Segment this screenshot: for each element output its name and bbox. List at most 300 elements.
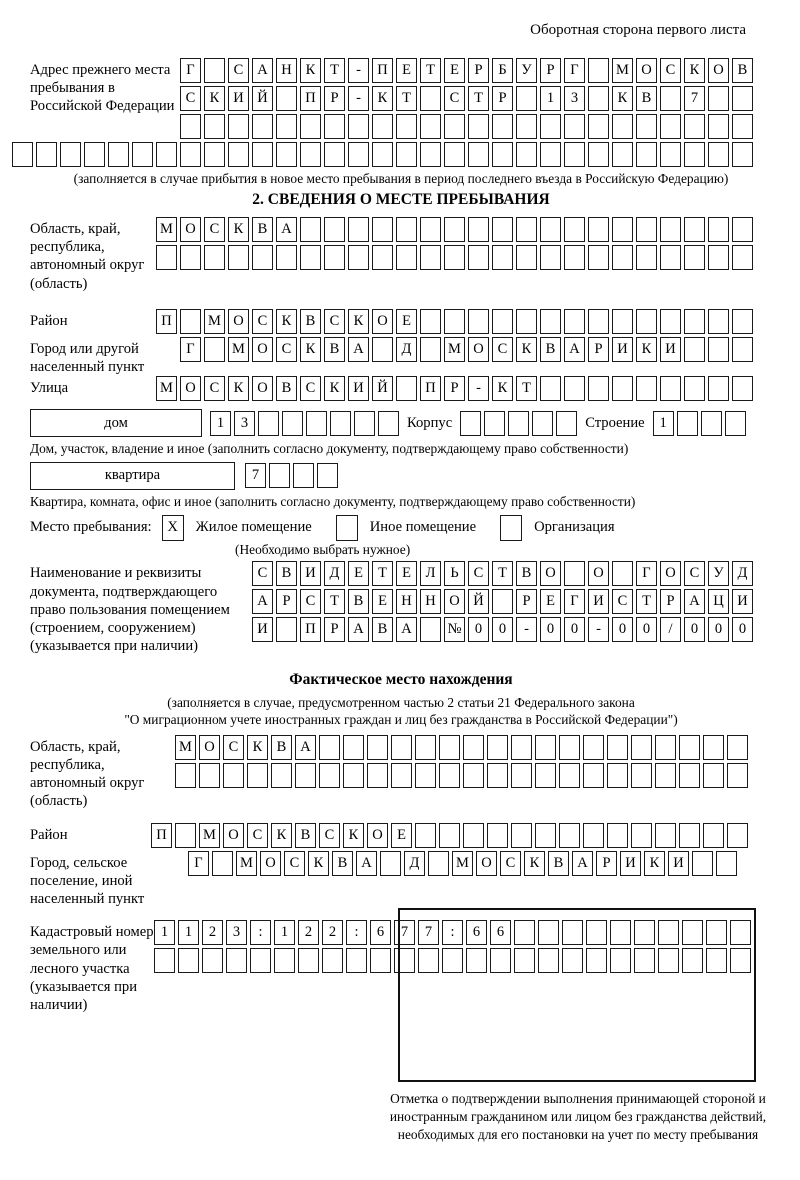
char-cell[interactable]: Т — [324, 58, 345, 83]
char-cell[interactable] — [343, 735, 364, 760]
char-cell[interactable] — [732, 142, 753, 167]
char-cell[interactable] — [487, 763, 508, 788]
char-cell[interactable]: К — [492, 376, 513, 401]
char-cell[interactable]: - — [516, 617, 537, 642]
char-cell[interactable] — [396, 142, 417, 167]
char-cell[interactable] — [370, 948, 391, 973]
char-cell[interactable] — [258, 411, 279, 436]
char-cell[interactable]: Р — [276, 589, 297, 614]
char-cell[interactable]: О — [180, 376, 201, 401]
char-cell[interactable]: И — [620, 851, 641, 876]
char-cell[interactable] — [228, 114, 249, 139]
char-cell[interactable]: Т — [324, 589, 345, 614]
char-cell[interactable] — [631, 735, 652, 760]
char-cell[interactable]: 1 — [653, 411, 674, 436]
char-cell[interactable] — [532, 411, 553, 436]
char-cell[interactable]: 3 — [234, 411, 255, 436]
char-cell[interactable]: № — [444, 617, 465, 642]
char-cell[interactable]: О — [252, 337, 273, 362]
char-cell[interactable] — [708, 309, 729, 334]
char-cell[interactable]: Ь — [444, 561, 465, 586]
char-cell[interactable] — [556, 411, 577, 436]
char-cell[interactable] — [655, 823, 676, 848]
char-cell[interactable] — [420, 337, 441, 362]
char-cell[interactable] — [343, 763, 364, 788]
char-cell[interactable]: О — [708, 58, 729, 83]
char-cell[interactable]: Т — [492, 561, 513, 586]
char-cell[interactable]: 0 — [684, 617, 705, 642]
char-cell[interactable] — [660, 142, 681, 167]
char-cell[interactable]: К — [308, 851, 329, 876]
char-cell[interactable] — [276, 114, 297, 139]
char-cell[interactable]: С — [324, 309, 345, 334]
char-cell[interactable] — [564, 245, 585, 270]
char-cell[interactable] — [372, 142, 393, 167]
char-cell[interactable] — [319, 735, 340, 760]
char-cell[interactable] — [631, 763, 652, 788]
char-cell[interactable] — [535, 823, 556, 848]
char-cell[interactable] — [540, 376, 561, 401]
char-cell[interactable] — [677, 411, 698, 436]
char-cell[interactable] — [300, 217, 321, 242]
char-cell[interactable] — [428, 851, 449, 876]
char-cell[interactable]: Д — [396, 337, 417, 362]
char-cell[interactable]: И — [668, 851, 689, 876]
char-cell[interactable] — [540, 114, 561, 139]
char-cell[interactable]: К — [271, 823, 292, 848]
char-cell[interactable]: К — [524, 851, 545, 876]
char-cell[interactable] — [212, 851, 233, 876]
char-cell[interactable]: И — [300, 561, 321, 586]
char-cell[interactable] — [511, 735, 532, 760]
char-cell[interactable]: К — [204, 86, 225, 111]
char-cell[interactable] — [612, 114, 633, 139]
char-cell[interactable] — [484, 411, 505, 436]
char-cell[interactable]: К — [636, 337, 657, 362]
char-cell[interactable] — [516, 86, 537, 111]
char-cell[interactable]: 0 — [540, 617, 561, 642]
char-cell[interactable]: Е — [396, 58, 417, 83]
char-cell[interactable] — [463, 763, 484, 788]
char-cell[interactable] — [660, 217, 681, 242]
char-cell[interactable]: М — [156, 217, 177, 242]
char-cell[interactable]: А — [252, 589, 273, 614]
char-cell[interactable] — [508, 411, 529, 436]
char-cell[interactable] — [636, 142, 657, 167]
char-cell[interactable]: С — [252, 309, 273, 334]
char-cell[interactable] — [367, 763, 388, 788]
char-cell[interactable] — [727, 763, 748, 788]
char-cell[interactable] — [535, 763, 556, 788]
char-cell[interactable] — [660, 86, 681, 111]
char-cell[interactable] — [636, 114, 657, 139]
char-cell[interactable] — [492, 589, 513, 614]
char-cell[interactable]: 6 — [370, 920, 391, 945]
char-cell[interactable]: 0 — [612, 617, 633, 642]
char-cell[interactable] — [250, 948, 271, 973]
char-cell[interactable] — [252, 142, 273, 167]
char-cell[interactable] — [324, 114, 345, 139]
char-cell[interactable]: М — [452, 851, 473, 876]
char-cell[interactable]: А — [684, 589, 705, 614]
char-cell[interactable] — [348, 245, 369, 270]
char-cell[interactable]: 2 — [202, 920, 223, 945]
char-cell[interactable] — [559, 823, 580, 848]
char-cell[interactable] — [274, 948, 295, 973]
char-cell[interactable]: 1 — [154, 920, 175, 945]
char-cell[interactable]: К — [228, 217, 249, 242]
char-cell[interactable] — [396, 245, 417, 270]
char-cell[interactable]: П — [151, 823, 172, 848]
char-cell[interactable] — [282, 411, 303, 436]
char-cell[interactable] — [516, 245, 537, 270]
char-cell[interactable] — [415, 763, 436, 788]
char-cell[interactable] — [444, 309, 465, 334]
char-cell[interactable] — [324, 245, 345, 270]
char-cell[interactable]: И — [228, 86, 249, 111]
char-cell[interactable]: К — [228, 376, 249, 401]
char-cell[interactable] — [354, 411, 375, 436]
char-cell[interactable] — [679, 823, 700, 848]
char-cell[interactable] — [660, 245, 681, 270]
char-cell[interactable] — [468, 309, 489, 334]
char-cell[interactable] — [271, 763, 292, 788]
char-cell[interactable]: С — [444, 86, 465, 111]
char-cell[interactable]: К — [324, 376, 345, 401]
char-cell[interactable] — [588, 58, 609, 83]
char-cell[interactable] — [463, 823, 484, 848]
char-cell[interactable] — [612, 309, 633, 334]
char-cell[interactable]: О — [444, 589, 465, 614]
char-cell[interactable] — [156, 245, 177, 270]
char-cell[interactable]: С — [300, 376, 321, 401]
char-cell[interactable]: : — [250, 920, 271, 945]
char-cell[interactable] — [228, 142, 249, 167]
char-cell[interactable] — [226, 948, 247, 973]
char-cell[interactable]: В — [271, 735, 292, 760]
char-cell[interactable]: Е — [396, 309, 417, 334]
char-cell[interactable] — [180, 114, 201, 139]
char-cell[interactable]: 0 — [708, 617, 729, 642]
char-cell[interactable]: В — [540, 337, 561, 362]
char-cell[interactable]: Р — [516, 589, 537, 614]
char-cell[interactable] — [460, 411, 481, 436]
char-cell[interactable]: Д — [732, 561, 753, 586]
char-cell[interactable]: А — [276, 217, 297, 242]
char-cell[interactable]: Т — [636, 589, 657, 614]
char-cell[interactable] — [420, 86, 441, 111]
char-cell[interactable]: 6 — [490, 920, 511, 945]
char-cell[interactable] — [300, 142, 321, 167]
char-cell[interactable] — [684, 245, 705, 270]
char-cell[interactable] — [660, 376, 681, 401]
char-cell[interactable] — [708, 114, 729, 139]
char-cell[interactable]: / — [660, 617, 681, 642]
char-cell[interactable]: Ц — [708, 589, 729, 614]
char-cell[interactable] — [84, 142, 105, 167]
char-cell[interactable]: А — [572, 851, 593, 876]
char-cell[interactable] — [492, 309, 513, 334]
char-cell[interactable]: Н — [420, 589, 441, 614]
char-cell[interactable] — [564, 142, 585, 167]
char-cell[interactable] — [154, 948, 175, 973]
char-cell[interactable]: М — [236, 851, 257, 876]
char-cell[interactable] — [679, 763, 700, 788]
char-cell[interactable] — [708, 376, 729, 401]
char-cell[interactable] — [372, 114, 393, 139]
char-cell[interactable] — [732, 245, 753, 270]
char-cell[interactable]: А — [356, 851, 377, 876]
char-cell[interactable] — [415, 823, 436, 848]
char-cell[interactable]: И — [660, 337, 681, 362]
char-cell[interactable]: А — [252, 58, 273, 83]
char-cell[interactable] — [439, 823, 460, 848]
char-cell[interactable] — [276, 617, 297, 642]
char-cell[interactable] — [516, 217, 537, 242]
char-cell[interactable]: К — [247, 735, 268, 760]
char-cell[interactable]: Й — [252, 86, 273, 111]
char-cell[interactable] — [378, 411, 399, 436]
char-cell[interactable] — [492, 142, 513, 167]
char-cell[interactable] — [612, 217, 633, 242]
char-cell[interactable]: О — [588, 561, 609, 586]
char-cell[interactable]: Г — [180, 58, 201, 83]
char-cell[interactable] — [420, 617, 441, 642]
char-cell[interactable] — [540, 142, 561, 167]
char-cell[interactable]: И — [588, 589, 609, 614]
char-cell[interactable]: 6 — [466, 920, 487, 945]
char-cell[interactable]: Е — [391, 823, 412, 848]
char-cell[interactable] — [612, 142, 633, 167]
char-cell[interactable] — [367, 735, 388, 760]
char-cell[interactable] — [420, 217, 441, 242]
char-cell[interactable]: Т — [468, 86, 489, 111]
char-cell[interactable] — [559, 735, 580, 760]
char-cell[interactable] — [492, 114, 513, 139]
char-cell[interactable]: Г — [180, 337, 201, 362]
char-cell[interactable] — [612, 376, 633, 401]
char-cell[interactable] — [348, 114, 369, 139]
char-cell[interactable] — [492, 245, 513, 270]
char-cell[interactable]: 1 — [274, 920, 295, 945]
char-cell[interactable] — [708, 217, 729, 242]
char-cell[interactable] — [391, 763, 412, 788]
char-cell[interactable] — [708, 337, 729, 362]
char-cell[interactable]: В — [332, 851, 353, 876]
char-cell[interactable]: Е — [372, 589, 393, 614]
char-cell[interactable]: С — [252, 561, 273, 586]
char-cell[interactable]: В — [252, 217, 273, 242]
char-cell[interactable]: : — [442, 920, 463, 945]
char-cell[interactable]: С — [500, 851, 521, 876]
char-cell[interactable]: Л — [420, 561, 441, 586]
char-cell[interactable] — [588, 114, 609, 139]
char-cell[interactable] — [108, 142, 129, 167]
char-cell[interactable] — [692, 851, 713, 876]
char-cell[interactable] — [708, 142, 729, 167]
char-cell[interactable] — [516, 114, 537, 139]
char-cell[interactable] — [204, 337, 225, 362]
char-cell[interactable]: С — [204, 376, 225, 401]
checkbox-residential[interactable]: X — [162, 515, 184, 541]
char-cell[interactable] — [487, 823, 508, 848]
char-cell[interactable]: С — [468, 561, 489, 586]
char-cell[interactable] — [293, 463, 314, 488]
char-cell[interactable] — [631, 823, 652, 848]
char-cell[interactable]: С — [319, 823, 340, 848]
char-cell[interactable]: 0 — [492, 617, 513, 642]
char-cell[interactable] — [684, 217, 705, 242]
char-cell[interactable]: И — [612, 337, 633, 362]
char-cell[interactable] — [180, 142, 201, 167]
char-cell[interactable] — [444, 217, 465, 242]
char-cell[interactable]: В — [276, 561, 297, 586]
char-cell[interactable] — [655, 763, 676, 788]
char-cell[interactable] — [732, 309, 753, 334]
char-cell[interactable] — [306, 411, 327, 436]
char-cell[interactable] — [708, 245, 729, 270]
char-cell[interactable] — [588, 376, 609, 401]
checkbox-organization[interactable] — [500, 515, 522, 541]
char-cell[interactable] — [324, 217, 345, 242]
char-cell[interactable]: 2 — [322, 920, 343, 945]
char-cell[interactable] — [36, 142, 57, 167]
char-cell[interactable] — [420, 114, 441, 139]
char-cell[interactable]: Г — [636, 561, 657, 586]
char-cell[interactable] — [156, 142, 177, 167]
char-cell[interactable]: С — [204, 217, 225, 242]
char-cell[interactable]: Р — [660, 589, 681, 614]
char-cell[interactable]: У — [708, 561, 729, 586]
char-cell[interactable]: Т — [516, 376, 537, 401]
char-cell[interactable]: 0 — [564, 617, 585, 642]
char-cell[interactable]: В — [276, 376, 297, 401]
char-cell[interactable]: С — [228, 58, 249, 83]
char-cell[interactable]: 7 — [684, 86, 705, 111]
char-cell[interactable] — [684, 376, 705, 401]
char-cell[interactable] — [540, 245, 561, 270]
char-cell[interactable] — [540, 309, 561, 334]
char-cell[interactable] — [684, 114, 705, 139]
char-cell[interactable] — [269, 463, 290, 488]
char-cell[interactable]: П — [300, 86, 321, 111]
char-cell[interactable]: Д — [324, 561, 345, 586]
char-cell[interactable]: - — [348, 58, 369, 83]
char-cell[interactable]: 3 — [564, 86, 585, 111]
char-cell[interactable]: Е — [540, 589, 561, 614]
char-cell[interactable]: С — [660, 58, 681, 83]
char-cell[interactable] — [204, 245, 225, 270]
char-cell[interactable]: О — [367, 823, 388, 848]
char-cell[interactable]: 2 — [298, 920, 319, 945]
char-cell[interactable]: В — [324, 337, 345, 362]
char-cell[interactable]: С — [492, 337, 513, 362]
char-cell[interactable]: А — [348, 617, 369, 642]
char-cell[interactable]: Г — [564, 589, 585, 614]
char-cell[interactable] — [444, 142, 465, 167]
char-cell[interactable] — [588, 245, 609, 270]
char-cell[interactable] — [180, 245, 201, 270]
char-cell[interactable] — [660, 114, 681, 139]
char-cell[interactable]: Н — [276, 58, 297, 83]
char-cell[interactable] — [564, 376, 585, 401]
char-cell[interactable]: О — [372, 309, 393, 334]
char-cell[interactable] — [346, 948, 367, 973]
char-cell[interactable] — [607, 823, 628, 848]
char-cell[interactable]: Р — [468, 58, 489, 83]
char-cell[interactable] — [415, 735, 436, 760]
char-cell[interactable]: О — [228, 309, 249, 334]
char-cell[interactable]: С — [180, 86, 201, 111]
char-cell[interactable] — [588, 217, 609, 242]
char-cell[interactable]: Е — [444, 58, 465, 83]
char-cell[interactable] — [564, 114, 585, 139]
char-cell[interactable] — [444, 114, 465, 139]
char-cell[interactable] — [322, 948, 343, 973]
char-cell[interactable]: С — [223, 735, 244, 760]
char-cell[interactable] — [204, 114, 225, 139]
char-cell[interactable] — [468, 245, 489, 270]
char-cell[interactable] — [564, 309, 585, 334]
char-cell[interactable]: М — [199, 823, 220, 848]
char-cell[interactable] — [660, 309, 681, 334]
char-cell[interactable] — [204, 58, 225, 83]
char-cell[interactable]: Р — [492, 86, 513, 111]
char-cell[interactable] — [396, 114, 417, 139]
char-cell[interactable] — [252, 245, 273, 270]
char-cell[interactable]: 7 — [245, 463, 266, 488]
char-cell[interactable] — [679, 735, 700, 760]
char-cell[interactable] — [655, 735, 676, 760]
char-cell[interactable]: К — [644, 851, 665, 876]
char-cell[interactable]: В — [636, 86, 657, 111]
char-cell[interactable] — [588, 142, 609, 167]
char-cell[interactable]: Т — [372, 561, 393, 586]
char-cell[interactable] — [295, 763, 316, 788]
char-cell[interactable]: Н — [396, 589, 417, 614]
char-cell[interactable] — [607, 763, 628, 788]
char-cell[interactable] — [468, 217, 489, 242]
char-cell[interactable]: О — [252, 376, 273, 401]
char-cell[interactable]: С — [684, 561, 705, 586]
char-cell[interactable] — [636, 376, 657, 401]
char-cell[interactable] — [703, 763, 724, 788]
char-cell[interactable] — [298, 948, 319, 973]
char-cell[interactable] — [732, 376, 753, 401]
char-cell[interactable] — [380, 851, 401, 876]
char-cell[interactable]: О — [476, 851, 497, 876]
char-cell[interactable]: М — [444, 337, 465, 362]
char-cell[interactable]: С — [247, 823, 268, 848]
char-cell[interactable] — [636, 217, 657, 242]
char-cell[interactable] — [300, 245, 321, 270]
char-cell[interactable]: С — [300, 589, 321, 614]
char-cell[interactable] — [732, 217, 753, 242]
char-cell[interactable]: П — [420, 376, 441, 401]
char-cell[interactable] — [420, 245, 441, 270]
char-cell[interactable] — [178, 948, 199, 973]
char-cell[interactable] — [348, 142, 369, 167]
char-cell[interactable]: 0 — [468, 617, 489, 642]
char-cell[interactable] — [317, 463, 338, 488]
char-cell[interactable]: О — [180, 217, 201, 242]
char-cell[interactable]: А — [348, 337, 369, 362]
char-cell[interactable] — [175, 763, 196, 788]
char-cell[interactable] — [468, 114, 489, 139]
char-cell[interactable] — [727, 823, 748, 848]
char-cell[interactable] — [612, 561, 633, 586]
char-cell[interactable] — [492, 217, 513, 242]
